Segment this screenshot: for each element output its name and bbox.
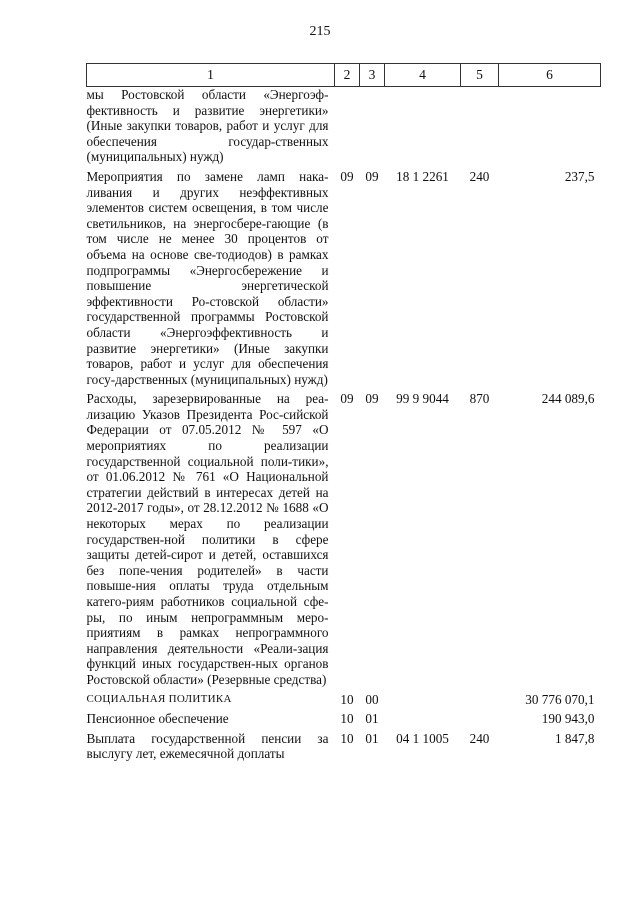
- row-section: [335, 87, 360, 169]
- row-subsection: 00: [365, 691, 379, 707]
- row-amount: 30 776 070,1: [525, 691, 595, 707]
- table-row: [87, 711, 601, 731]
- row-section: 10: [340, 711, 354, 727]
- row-subsection: [360, 87, 385, 169]
- row-expense-type: [461, 87, 499, 169]
- table-row: [87, 731, 601, 766]
- row-amount: 237,5: [564, 168, 595, 184]
- row-subsection: 01: [365, 730, 379, 746]
- page-number: 215: [309, 24, 331, 39]
- row-target-code: [385, 692, 461, 712]
- row-description: Мероприятия по замене ламп нака-ливания и других неэффективных элементов систем освещения, в том числе светильников, на энергосбере-гающие (в том числе не менее 30 процентов от объема на основе све-тодиодов) в рамках подпрограммы «Энергосбережение и повышение энергетической эффективности Ро-стовской области» государственной программы Ростовской области «Энергоэффективность и развитие энергетики» (Иные закупки товаров, работ и услуг для обеспечения госу-дарственных (муниципальных) нужд): [86, 168, 329, 387]
- row-description: Расходы, зарезервированные на реа-лизацию Указов Президента Рос-сийской Федерации от 07.05.2012 № 597 «О мероприятиях по реализации государственной социальной поли-тики», от 01.06.2012 № 761 «О Национальной стратегии действий в интересах детей на 2012-2017 годы», от 28.12.2012 № 1688 «О некоторых мерах по реализации государствен-ной политики в сфере защиты детей-сирот и детей, оставшихся без попе-чения родителей» в части повыше-ния оплаты труда отдельным катего-риям работников социальной сфе-ры, по иным непрограммным меро-приятиям в рамках непрограммного направления деятельности «Реали-зация функций иных государствен-ных органов Ростовской области» (Резервные средства): [86, 391, 329, 687]
- row-target-code: 04 1 1005: [396, 730, 449, 746]
- row-amount: 190 943,0: [541, 711, 595, 727]
- header-col-6: 6: [499, 64, 601, 87]
- row-target-code: 18 1 2261: [396, 168, 449, 184]
- row-subsection: 09: [365, 168, 379, 184]
- table-row: [87, 692, 601, 712]
- row-amount: 244 089,6: [541, 391, 595, 407]
- row-target-code: 99 9 9044: [396, 391, 449, 407]
- header-col-1: 1: [87, 64, 335, 87]
- row-expense-type: 240: [469, 730, 490, 746]
- row-expense-type: [461, 692, 499, 712]
- table-row: [87, 169, 601, 391]
- row-subsection: 01: [365, 711, 379, 727]
- row-target-code: [385, 711, 461, 731]
- row-section: 10: [340, 730, 354, 746]
- row-description: Выплата государственной пенсии за выслугу лет, ежемесячной доплаты: [86, 730, 329, 762]
- header-col-4: 4: [385, 64, 461, 87]
- header-col-2: 2: [335, 64, 360, 87]
- row-description: мы Ростовской области «Энергоэф-фективность и развитие энергетики» (Иные закупки товаров, работ и услуг для обеспечения государ-ственных (муниципальных) нужд): [86, 87, 329, 165]
- row-expense-type: 240: [469, 168, 490, 184]
- header-row: [87, 64, 601, 87]
- table-row: [87, 391, 601, 691]
- table-body: [87, 87, 601, 766]
- row-expense-type: 870: [469, 391, 490, 407]
- table-header: [87, 64, 601, 87]
- header-col-3: 3: [360, 64, 385, 87]
- row-target-code: [385, 87, 461, 169]
- row-section: 10: [340, 691, 354, 707]
- row-expense-type: [461, 711, 499, 731]
- table-row: [87, 87, 601, 169]
- row-amount: [499, 87, 601, 169]
- row-section: 09: [340, 168, 354, 184]
- row-section: 09: [340, 391, 354, 407]
- row-amount: 1 847,8: [554, 730, 595, 746]
- row-subsection: 09: [365, 391, 379, 407]
- budget-table: [86, 63, 601, 766]
- row-description: СОЦИАЛЬНАЯ ПОЛИТИКА: [86, 692, 232, 705]
- header-col-5: 5: [461, 64, 499, 87]
- row-description: Пенсионное обеспечение: [86, 711, 229, 727]
